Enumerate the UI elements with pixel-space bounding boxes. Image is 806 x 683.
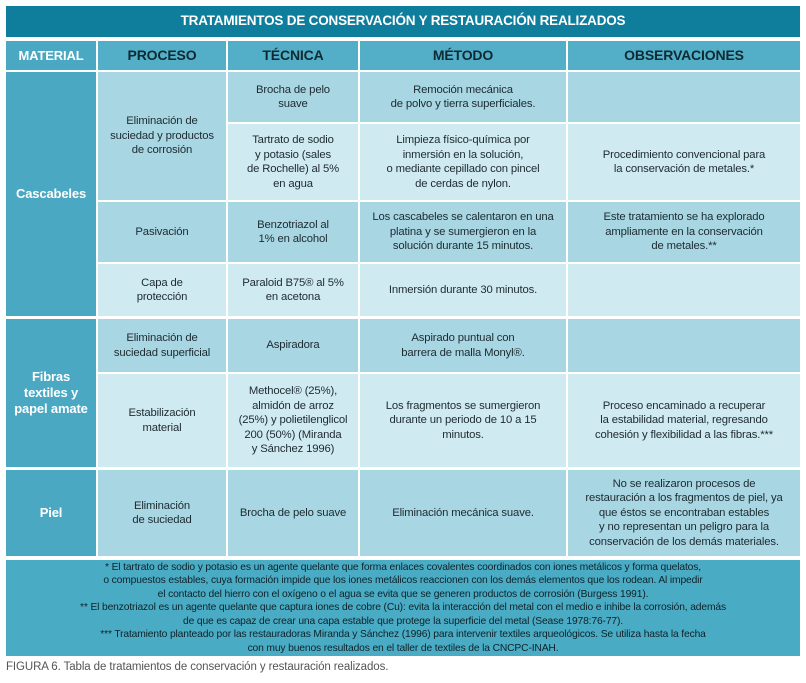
observaciones-cell [568, 319, 800, 372]
tecnica-cell: Tartrato de sodio y potasio (sales de Rochelle) al 5% en agua [228, 124, 358, 200]
material-fibras: Fibras textiles y papel amate [6, 319, 96, 467]
tecnica-cell: Benzotriazol al 1% en alcohol [228, 202, 358, 262]
metodo-cell: Remoción mecánica de polvo y tierra superficiales. [360, 72, 566, 122]
tecnica-cell: Aspiradora [228, 319, 358, 372]
tecnica-cell: Brocha de pelo suave [228, 470, 358, 556]
observaciones-cell [568, 72, 800, 122]
metodo-cell: Aspirado puntual con barrera de malla Monyl®. [360, 319, 566, 372]
tecnica-cell: Brocha de pelo suave [228, 72, 358, 122]
observaciones-cell: Este tratamiento se ha explorado ampliamente en la conservación de metales.** [568, 202, 800, 262]
observaciones-cell: Proceso encaminado a recuperar la estabilidad material, regresando cohesión y flexibilidad a las fibras.*** [568, 374, 800, 467]
metodo-cell: Eliminación mecánica suave. [360, 470, 566, 556]
observaciones-cell: No se realizaron procesos de restauración a los fragmentos de piel, ya que éstos se encontraban estables y no representan un peligro para la conservación de los demás materiales. [568, 470, 800, 556]
footnotes: * El tartrato de sodio y potasio es un agente quelante que forma enlaces covalentes coordinados con iones metálicos y forma quelatos, o compuestos estables, cuya formación impide que los iones metálicos reaccionen con los demás elementos que los rodean. Al impedir el contacto del hierro con el oxígeno o el agua se evita que se generen productos de corrosión (Burgess 1991). ** El benzotriazol es un agente quelante que captura iones de cobre (Cu): evita la interacción del metal con el medio e inhibe la corrosión, además de que es capaz de crear una capa estable que protege la superficie del metal (Sease 1978:76-77). *** Tratamiento planteado por las restauradoras Miranda y Sánchez (1996) para intervenir textiles arqueológicos. Se utiliza hasta la fecha con muy buenos resultados en el taller de textiles de la CNCPC-INAH. [6, 560, 800, 656]
tecnica-cell: Methocel® (25%), almidón de arroz (25%) y polietilenglicol 200 (50%) (Miranda y Sánchez 1996) [228, 374, 358, 467]
metodo-cell: Inmersión durante 30 minutos. [360, 264, 566, 316]
proceso-cell: Pasivación [98, 202, 226, 262]
proceso-cell: Eliminación de suciedad superficial [98, 319, 226, 372]
observaciones-cell [568, 264, 800, 316]
tecnica-cell: Paraloid B75® al 5% en acetona [228, 264, 358, 316]
header-material: MATERIAL [6, 41, 96, 70]
observaciones-cell: Procedimiento convencional para la conservación de metales.* [568, 124, 800, 200]
metodo-cell: Los fragmentos se sumergieron durante un periodo de 10 a 15 minutos. [360, 374, 566, 467]
proceso-cell: Estabilización material [98, 374, 226, 467]
material-cascabeles: Cascabeles [6, 72, 96, 316]
header-observaciones: OBSERVACIONES [568, 41, 800, 70]
header-metodo: MÉTODO [360, 41, 566, 70]
metodo-cell: Los cascabeles se calentaron en una platina y se sumergieron en la solución durante 15 minutos. [360, 202, 566, 262]
material-piel: Piel [6, 470, 96, 556]
header-proceso: PROCESO [98, 41, 226, 70]
metodo-cell: Limpieza físico-química por inmersión en la solución, o mediante cepillado con pincel de cerdas de nylon. [360, 124, 566, 200]
proceso-cell: Capa de protección [98, 264, 226, 316]
proceso-cell: Eliminación de suciedad [98, 470, 226, 556]
proceso-cell: Eliminación de suciedad y productos de corrosión [98, 72, 226, 200]
table-title: TRATAMIENTOS DE CONSERVACIÓN Y RESTAURACIÓN REALIZADOS [6, 6, 800, 37]
header-tecnica: TÉCNICA [228, 41, 358, 70]
figure-caption: FIGURA 6. Tabla de tratamientos de conservación y restauración realizados. [6, 661, 389, 673]
